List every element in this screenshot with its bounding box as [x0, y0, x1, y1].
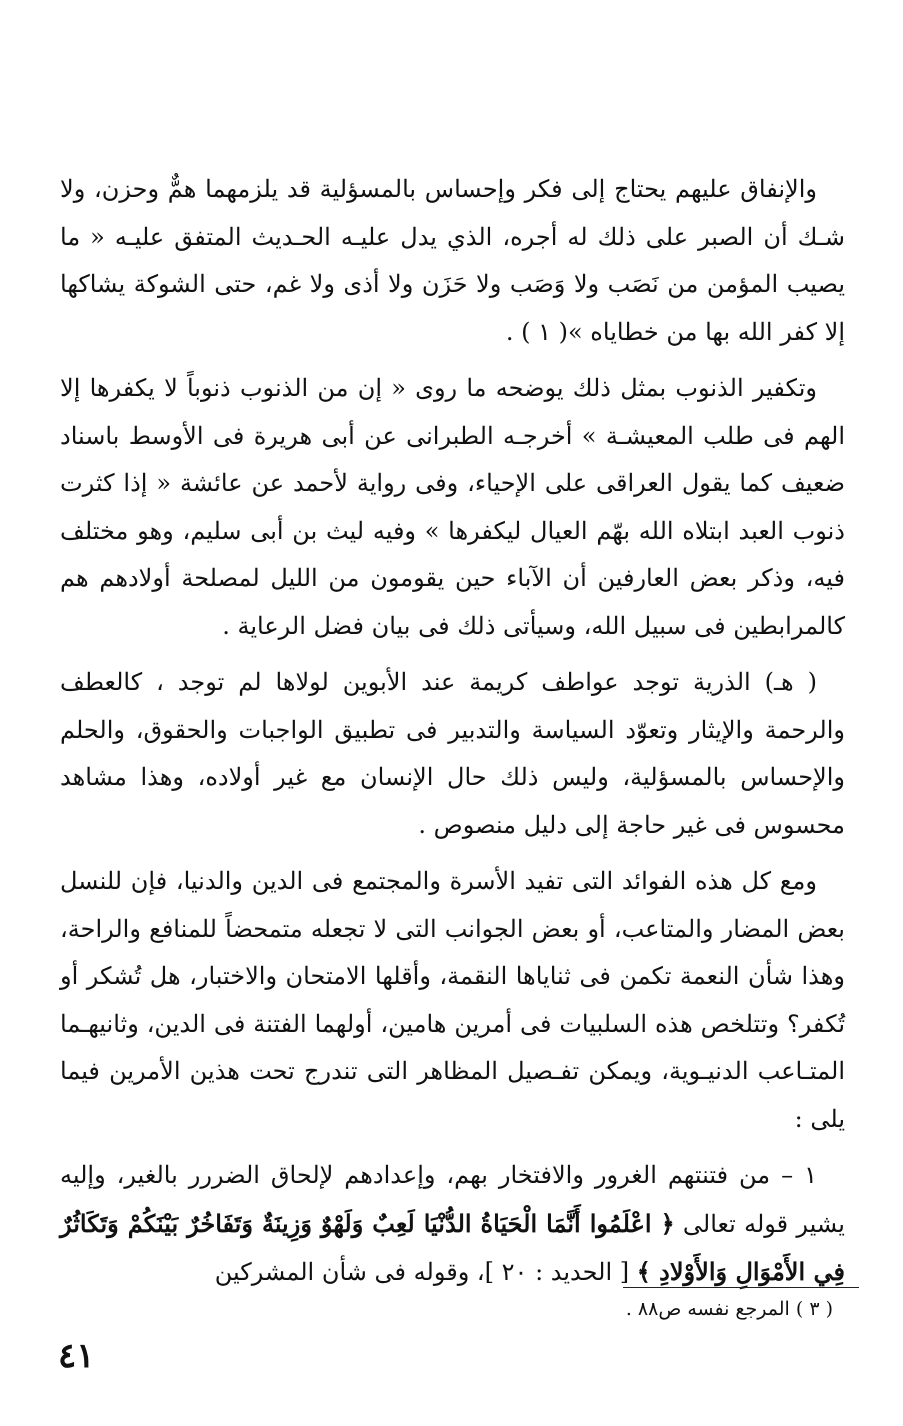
paragraph: ومع كل هذه الفوائد التى تفيد الأسرة والمجتمع فى الدين والدنيا، فإن للنسل بعض المضار والمتاعب، أو بعض الجوانب التى لا تجعله متمحضاً للمنافع والراحة، وهذا شأن النعمة تكمن فى ثناياها النقمة، وأقلها الامتحان والاختبار، هل تُشكر أو تُكفر؟ وتتلخص هذه السلبيات فى أمرين هامين، أولهما الفتنة فى الدين، وثانيهـما المتـاعب الدنيـوية، ويمكن تفـصيل المظاهر التى تندرج تحت هذين الأمرين فيما يلى :	[60, 867, 845, 1133]
body-text	[60, 166, 845, 1306]
paragraph: والإنفاق عليهم يحتاج إلى فكر وإحساس بالمسؤلية قد يلزمهما همٌّ وحزن، ولا شـك أن الصبر على ذلك له أجره، الذي يدل عليـه الحـديث المتفق عليـه « ما يصيب المؤمن من نَصَب ولا وَصَب ولا حَزَن ولا أذى ولا غم، حتى الشوكة يشاكها إلا كفر الله بها من خطاياه »( ١ ) .	[60, 175, 845, 346]
paragraph-lead: ١ – من فتنتهم الغرور والافتخار بهم، وإعدادهم لإلحاق الضررر بالغير، وإليه يشير قوله تعالى	[60, 1161, 845, 1238]
paragraph-with-verse	[60, 1152, 845, 1297]
quran-verse: ﴿ اعْلَمُوا أَنَّمَا الْحَيَاةُ الدُّنْيَا لَعِبٌ وَلَهْوٌ وَزِينَةٌ وَتَفَاخُرٌ بَيْنَكُمْ وَتَكَاثُرٌ فِي الأَمْوَالِ وَالأَوْلادِ ﴾	[60, 1208, 845, 1286]
footnote: ( ٣ ) المرجع نفسه ص٨٨ .	[625, 1298, 833, 1320]
verse-reference: [ الحديد : ٢٠ ]، وقوله فى شأن المشركين	[214, 1258, 630, 1286]
page-number: ٤١	[58, 1336, 95, 1376]
paragraph: وتكفير الذنوب بمثل ذلك يوضحه ما روى « إن من الذنوب ذنوباً لا يكفرها إلا الهم فى طلب المعيشـة » أخرجـه الطبرانى عن أبى هريرة فى الأوسط باسناد ضعيف كما يقول العراقى على الإحياء، وفى رواية لأحمد عن عائشة « إذا كثرت ذنوب العبد ابتلاه الله بهّم العيال ليكفرها » وفيه ليث بن أبى سليم، وهو مختلف فيه، وذكر بعض العارفين أن الآباء حين يقومون من الليل لمصلحة أولادهم هم كالمرابطين فى سبيل الله، وسيأتى ذلك فى بيان فضل الرعاية .	[60, 374, 846, 640]
paragraph: ( هـ) الذرية توجد عواطف كريمة عند الأبوين لولاها لم توجد ، كالعطف والرحمة والإيثار وتعوّد السياسة والتدبير فى تطبيق الواجبات والحقوق، والحلم والإحساس بالمسؤلية، وليس ذلك حال الإنسان مع غير أولاده، وهذا مشاهد محسوس فى غير حاجة إلى دليل منصوص .	[60, 668, 845, 839]
footnote-divider	[623, 1287, 859, 1288]
